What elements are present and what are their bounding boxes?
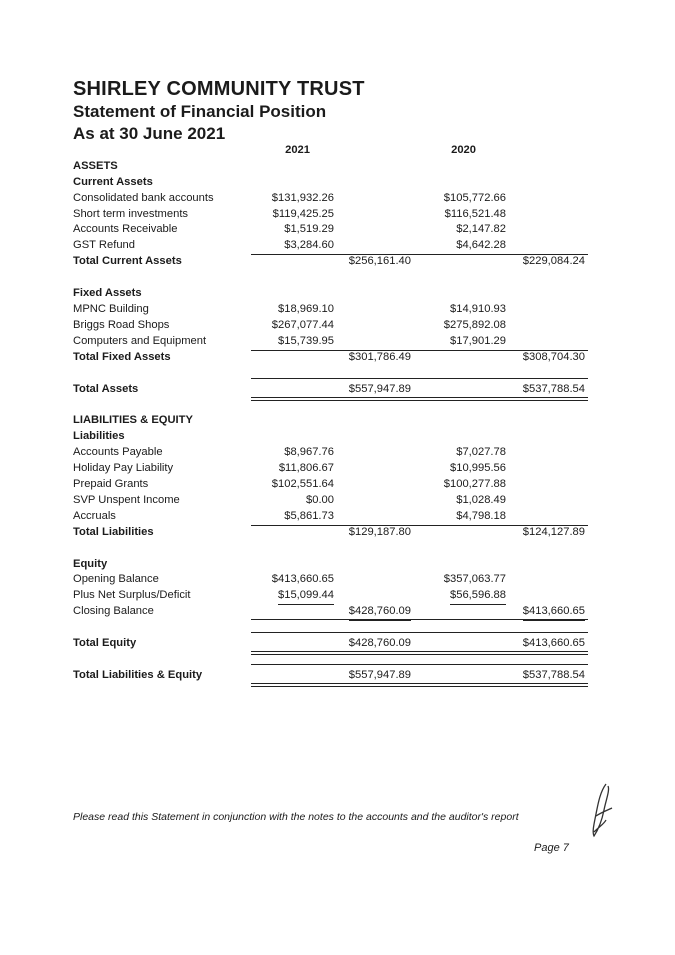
assets-heading: ASSETS [73,159,118,172]
total-2020: $124,127.89 [522,525,585,538]
year-current: 2021 [285,144,310,156]
subsection-heading [73,557,588,573]
row-label: Total Assets [73,382,139,395]
section-heading [73,413,588,429]
spacer [73,397,588,413]
total-rule [251,378,423,379]
value-2020: $14,910.93 [450,303,506,316]
spacer [73,652,588,668]
total-rule [423,664,588,665]
value-2021: $5,861.73 [284,509,334,526]
table-row [73,572,588,588]
row-label: Accruals [73,509,116,522]
year-prior: 2020 [451,144,476,156]
value-2020: $4,798.18 [456,509,506,526]
row-label: Prepaid Grants [73,478,149,491]
row-label: GST Refund [73,239,135,252]
total-row [73,350,588,366]
row-label: Closing Balance [73,605,154,618]
total-2020: $229,084.24 [522,255,585,268]
total-2021: $301,786.49 [348,350,411,363]
total-2020: $413,660.65 [523,604,585,621]
liabilities-equity-heading: LIABILITIES & EQUITY [73,414,193,427]
total-rule [251,632,423,633]
current-assets-heading: Current Assets [73,175,153,188]
row-label: SVP Unspent Income [73,493,180,506]
closing-balance-row [73,604,588,620]
row-label: Computers and Equipment [73,334,207,347]
section-heading [73,159,588,175]
table-row [73,318,588,334]
value-2020: $275,892.08 [443,318,506,331]
total-2021: $129,187.80 [348,525,411,538]
value-2021: $11,806.67 [278,462,334,475]
total-2020: $537,788.54 [522,669,585,682]
total-2020: $413,660.65 [522,637,585,650]
row-label: Total Fixed Assets [73,350,171,363]
total-2021: $428,760.09 [349,604,411,621]
value-2021: $131,932.26 [271,191,334,204]
row-label: Opening Balance [73,573,159,586]
value-2021: $102,551.64 [271,478,334,491]
table-row [73,191,588,207]
total-2021: $428,760.09 [348,637,411,650]
total-2021: $557,947.89 [348,669,411,682]
signature-mark [584,780,620,840]
double-underline [251,683,423,687]
value-2021: $15,099.44 [278,588,334,605]
subsection-heading [73,286,588,302]
value-2021: $0.00 [306,493,334,506]
value-2021: $3,284.60 [284,238,334,255]
table-row [73,461,588,477]
row-label: Consolidated bank accounts [73,191,214,204]
document-header [73,78,365,144]
value-2020: $2,147.82 [456,223,506,236]
spacer [73,366,588,382]
table-row [73,238,588,254]
row-label: Plus Net Surplus/Deficit [73,589,191,602]
year-header-row [73,143,588,159]
table-row [73,477,588,493]
total-2020: $537,788.54 [522,382,585,395]
value-2021: $15,739.95 [278,334,334,351]
grand-total-row [73,382,588,398]
value-2020: $56,596.88 [450,588,506,605]
value-2020: $1,028.49 [456,493,506,506]
value-2020: $357,063.77 [443,573,506,586]
row-label: MPNC Building [73,303,149,316]
value-2020: $116,521.48 [444,207,506,220]
table-row [73,445,588,461]
value-2020: $4,642.28 [456,238,506,255]
organisation-name: SHIRLEY COMMUNITY TRUST [73,78,365,100]
page-number: Page 7 [534,842,569,854]
total-2021: $557,947.89 [348,382,411,395]
double-underline [423,683,588,687]
table-row [73,207,588,223]
total-rule [423,378,588,379]
total-equity-row [73,636,588,652]
total-rule [423,632,588,633]
financial-position-table [73,143,588,684]
table-row [73,222,588,238]
row-label: Total Current Assets [73,255,182,268]
row-label: Accounts Receivable [73,223,178,236]
value-2020: $10,995.56 [450,462,506,475]
equity-heading: Equity [73,557,108,570]
row-label: Short term investments [73,207,189,220]
table-row [73,509,588,525]
row-label: Briggs Road Shops [73,318,170,331]
liabilities-heading: Liabilities [73,430,125,443]
row-label: Accounts Payable [73,446,163,459]
value-2021: $8,967.76 [284,446,334,459]
footer-note: Please read this Statement in conjunction with the notes to the accounts and the auditor's report [73,811,519,823]
value-2021: $119,425.25 [272,207,334,220]
table-row [73,588,588,604]
value-2021: $267,077.44 [271,318,334,331]
spacer [73,270,588,286]
row-label: Total Liabilities & Equity [73,669,203,682]
value-2021: $18,969.10 [278,303,334,316]
spacer [73,541,588,557]
total-rule [251,664,423,665]
value-2021: $413,660.65 [271,573,334,586]
value-2020: $7,027.78 [456,446,506,459]
value-2020: $100,277.88 [443,478,506,491]
table-row [73,493,588,509]
row-label: Holiday Pay Liability [73,462,174,475]
table-row [73,302,588,318]
table-row [73,334,588,350]
value-2021: $1,519.29 [284,223,334,236]
total-2020: $308,704.30 [522,350,585,363]
fixed-assets-heading: Fixed Assets [73,287,142,300]
total-row [73,254,588,270]
grand-total-row [73,668,588,684]
total-row [73,525,588,541]
value-2020: $17,901.29 [450,334,506,351]
statement-date: As at 30 June 2021 [73,124,226,143]
statement-title: Statement of Financial Position [73,102,327,121]
subsection-heading [73,175,588,191]
spacer [73,620,588,636]
value-2020: $105,772.66 [443,191,506,204]
total-2021: $256,161.40 [348,255,411,268]
row-label: Total Liabilities [73,525,154,538]
row-label: Total Equity [73,637,137,650]
subsection-heading [73,429,588,445]
